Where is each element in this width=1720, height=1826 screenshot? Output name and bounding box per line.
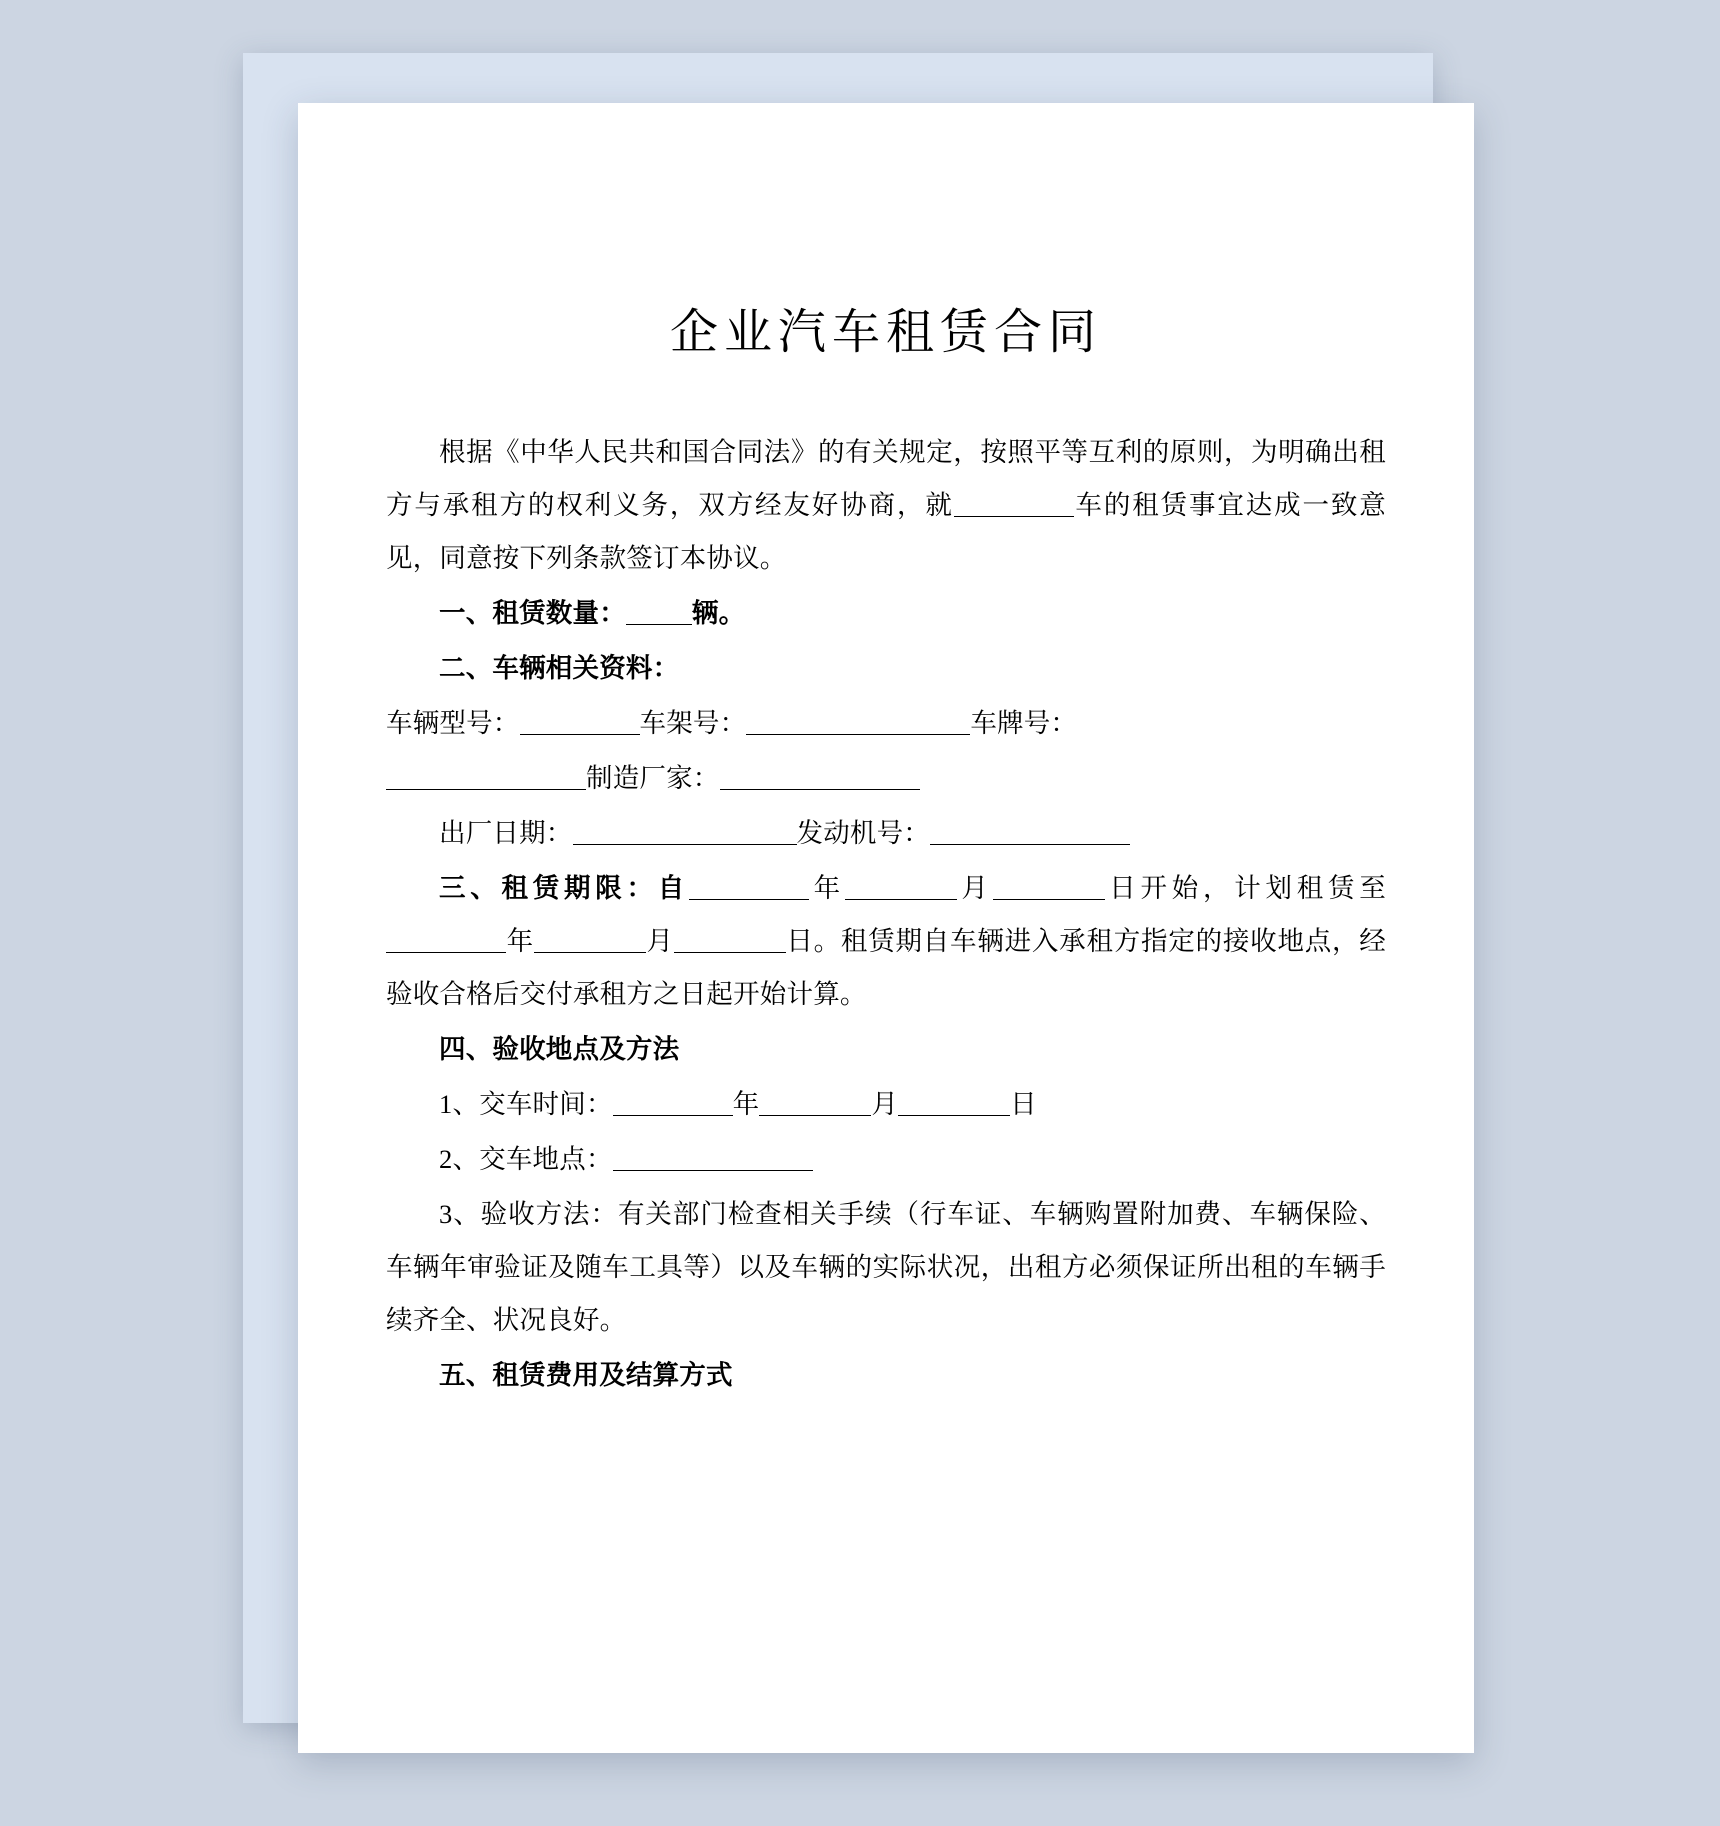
section-1-quantity [386, 587, 1386, 640]
production-date-blank[interactable] [573, 844, 797, 845]
vehicle-info-line-2 [386, 752, 1386, 805]
acceptance-item-1 [386, 1078, 1386, 1131]
delivery-month-label: 月 [871, 1089, 899, 1119]
delivery-place-blank[interactable] [613, 1170, 813, 1171]
term-end-year-blank[interactable] [386, 952, 506, 953]
vehicle-model-label: 车辆型号： [386, 708, 520, 738]
chassis-number-label: 车架号： [639, 708, 747, 738]
term-start-month-label: 月 [956, 873, 993, 903]
term-end-day-blank[interactable] [674, 952, 786, 953]
acceptance-item-2 [386, 1133, 1386, 1186]
section-4-heading: 四、验收地点及方法 [439, 1034, 680, 1064]
chassis-number-blank[interactable] [746, 734, 970, 735]
term-start-year-label: 年 [809, 873, 845, 903]
term-start-day-blank[interactable] [993, 899, 1105, 900]
vehicle-type-blank[interactable] [954, 516, 1074, 517]
delivery-day-blank[interactable] [898, 1115, 1010, 1116]
document-page [298, 103, 1474, 1753]
delivery-day-label: 日 [1010, 1089, 1037, 1119]
vehicle-model-blank[interactable] [520, 734, 640, 735]
preamble-paragraph [386, 426, 1386, 585]
section-1-tail: 辆。 [691, 598, 746, 628]
acceptance-item-3: 3、验收方法：有关部门检查相关手续（行车证、车辆购置附加费、车辆保险、车辆年审验证及随车工具等）以及车辆的实际状况，出租方必须保证所出租的车辆手续齐全、状况良好。 [386, 1199, 1386, 1335]
section-3-heading: 三、租赁期限：自 [439, 873, 690, 903]
quantity-blank[interactable] [626, 624, 692, 625]
plate-number-label: 车牌号： [970, 708, 1078, 738]
term-start-day-label: 日开始，计划租赁至 [1104, 873, 1386, 903]
preamble-text-part2: 车的租赁事宜达成一致意见，同意按下列条款签订本协议。 [386, 490, 1387, 573]
term-end-month-label: 月 [645, 926, 674, 956]
vehicle-info-line-1 [386, 697, 1386, 750]
term-end-day-label: 日。 [785, 926, 841, 956]
manufacturer-blank[interactable] [720, 789, 920, 790]
term-end-year-label: 年 [506, 926, 534, 956]
preamble-text-part1: 根据《中华人民共和国合同法》的有关规定，按照平等互利的原则，为明确出租方与承租方的权利义务，双方经友好协商，就 [386, 437, 1386, 520]
term-start-month-blank[interactable] [845, 899, 957, 900]
term-tail-text: 租赁期自车辆进入承租方指定的接收地点，经验收合格后交付承租方之日起开始计算。 [386, 926, 1387, 1009]
production-date-label: 出厂日期： [439, 818, 573, 848]
delivery-year-blank[interactable] [613, 1115, 733, 1116]
delivery-month-blank[interactable] [759, 1115, 871, 1116]
section-1-heading: 一、租赁数量： [439, 598, 626, 628]
section-2-heading: 二、车辆相关资料： [439, 653, 680, 683]
section-3-term [386, 862, 1386, 1021]
delivery-year-label: 年 [732, 1089, 760, 1119]
delivery-place-label: 2、交车地点： [439, 1144, 613, 1174]
delivery-time-label: 1、交车时间： [439, 1089, 613, 1119]
plate-number-blank[interactable] [386, 789, 586, 790]
page-title: 企业汽车租赁合同 [669, 306, 1102, 359]
term-start-year-blank[interactable] [689, 899, 809, 900]
manufacturer-label: 制造厂家： [586, 763, 720, 793]
term-end-month-blank[interactable] [534, 952, 646, 953]
vehicle-info-line-3 [386, 807, 1386, 860]
engine-number-blank[interactable] [930, 844, 1130, 845]
engine-number-label: 发动机号： [796, 818, 930, 848]
document-body [298, 103, 1474, 1402]
section-5-heading: 五、租赁费用及结算方式 [439, 1360, 733, 1390]
